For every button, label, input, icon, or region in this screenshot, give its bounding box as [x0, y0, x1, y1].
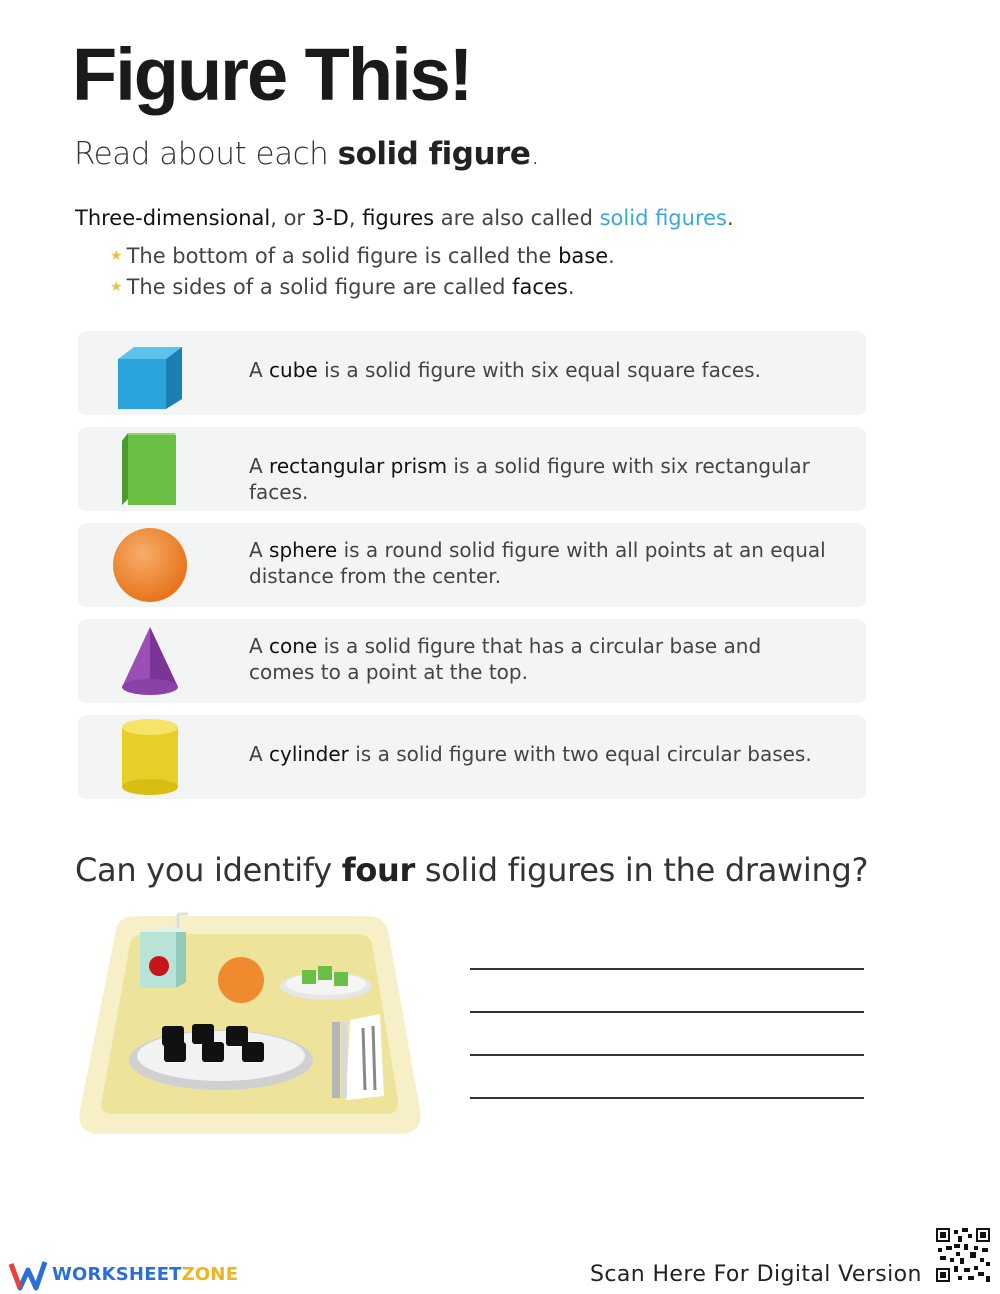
- scan-caption: Scan Here For Digital Version: [590, 1262, 922, 1287]
- figure-card-cube: [78, 331, 866, 415]
- cylinder-icon: [110, 717, 190, 797]
- figure-description: A sphere is a round solid figure with all points at an equal distance from the center.: [249, 538, 826, 588]
- answer-line[interactable]: [470, 1011, 864, 1013]
- star-icon: ★: [110, 279, 123, 295]
- cone-icon: [110, 623, 190, 703]
- rectangular-prism-icon: [110, 429, 190, 509]
- orange-icon: [218, 957, 264, 1003]
- figure-card-sphere: [78, 523, 866, 607]
- figure-description: A cylinder is a solid figure with two equal circular bases.: [249, 742, 812, 766]
- question-prompt: Can you identify four solid figures in the drawing?: [75, 851, 869, 889]
- answer-line[interactable]: [470, 1054, 864, 1056]
- qr-code-icon[interactable]: [934, 1226, 992, 1284]
- brand-name: WORKSHEETZONE: [52, 1264, 239, 1285]
- figure-description: A cube is a solid figure with six equal square faces.: [249, 358, 761, 382]
- answer-line[interactable]: [470, 1097, 864, 1099]
- intro-sentence: Three-dimensional, or 3-D, figures are also called solid figures.: [75, 206, 734, 230]
- figure-card-rectangular-prism: [78, 427, 866, 511]
- bullet-faces: ★ The sides of a solid figure are called faces.: [110, 275, 575, 299]
- star-icon: ★: [110, 248, 123, 264]
- bullet-base: ★ The bottom of a solid figure is called the base.: [110, 244, 615, 268]
- cube-icon: [110, 337, 190, 409]
- figure-card-cone: [78, 619, 866, 703]
- figure-description: A rectangular prism is a solid figure with six rectangular faces.: [249, 454, 810, 504]
- figure-description: A cone is a solid figure that has a circular base and comes to a point at the top.: [249, 634, 762, 684]
- highlight-term: solid figures: [599, 206, 727, 230]
- page-title: Figure This!: [72, 33, 472, 116]
- answer-line[interactable]: [470, 968, 864, 970]
- subtitle: Read about each solid figure.: [74, 136, 540, 172]
- sphere-icon: [110, 525, 190, 605]
- figure-card-cylinder: [78, 715, 866, 799]
- worksheetzone-logo-icon: [8, 1258, 48, 1292]
- lunch-tray-illustration: [76, 910, 424, 1138]
